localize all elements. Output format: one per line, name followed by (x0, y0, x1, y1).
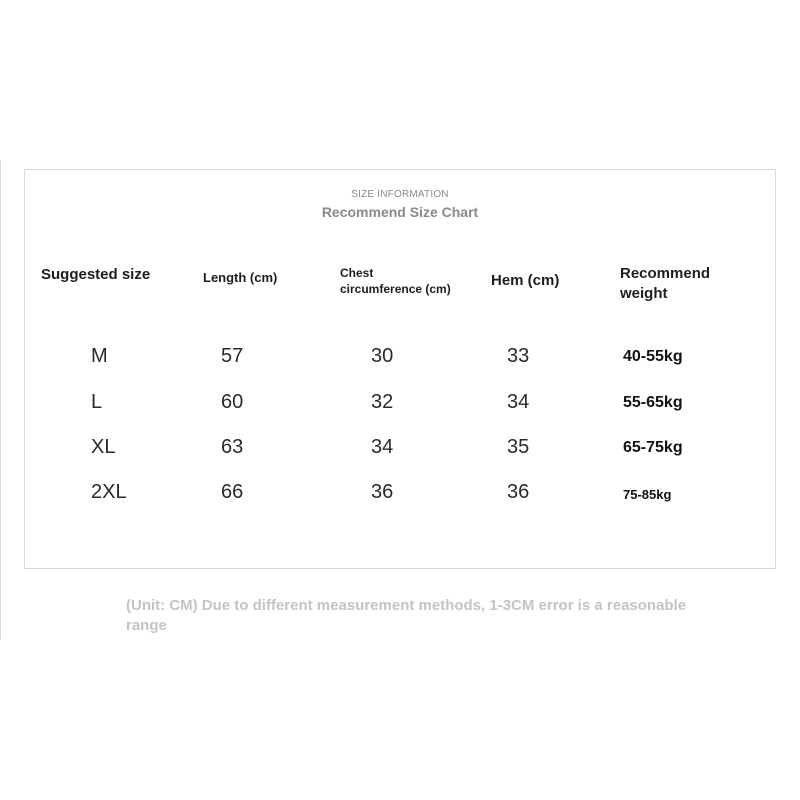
weight-cell: 75-85kg (623, 487, 672, 502)
weight-cell: 65-75kg (623, 439, 683, 456)
size-cell: XL (91, 436, 116, 458)
table-row-2xl (25, 481, 775, 511)
header-chest-line1: Chest (340, 266, 374, 280)
header-recommend-weight (620, 264, 750, 304)
hem-cell: 33 (507, 345, 530, 367)
chest-cell: 34 (371, 436, 394, 458)
header-weight-line2: weight (620, 285, 668, 302)
header-length: Length (cm) (203, 270, 278, 285)
hem-cell: 34 (507, 391, 530, 413)
hem-cell: 36 (507, 481, 530, 503)
length-cell: 63 (221, 436, 244, 458)
header-suggested-size: Suggested size (41, 266, 151, 283)
size-chart-card (24, 169, 776, 569)
header-hem: Hem (cm) (491, 272, 560, 289)
weight-cell: 40-55kg (623, 348, 683, 365)
table-row-l (25, 391, 775, 421)
header-chest (340, 265, 500, 297)
chest-cell: 36 (371, 481, 394, 503)
size-information-kicker: SIZE INFORMATION (351, 189, 449, 200)
chest-cell: 30 (371, 345, 394, 367)
table-row-m (25, 345, 775, 375)
weight-cell: 55-65kg (623, 394, 683, 411)
table-row-xl (25, 436, 775, 466)
left-divider (0, 160, 1, 640)
size-cell: L (91, 391, 103, 413)
size-cell: M (91, 345, 108, 367)
header-chest-line2: circumference (cm) (340, 282, 451, 296)
length-cell: 66 (221, 481, 244, 503)
measurement-note: (Unit: CM) Due to different measurement methods, 1-3CM error is a reasonable range (126, 597, 687, 634)
length-cell: 57 (221, 345, 244, 367)
size-chart-title: Recommend Size Chart (321, 204, 479, 220)
header-weight-line1: Recommend (620, 265, 711, 282)
size-cell: 2XL (91, 481, 127, 503)
chest-cell: 32 (371, 391, 394, 413)
hem-cell: 35 (507, 436, 530, 458)
length-cell: 60 (221, 391, 244, 413)
